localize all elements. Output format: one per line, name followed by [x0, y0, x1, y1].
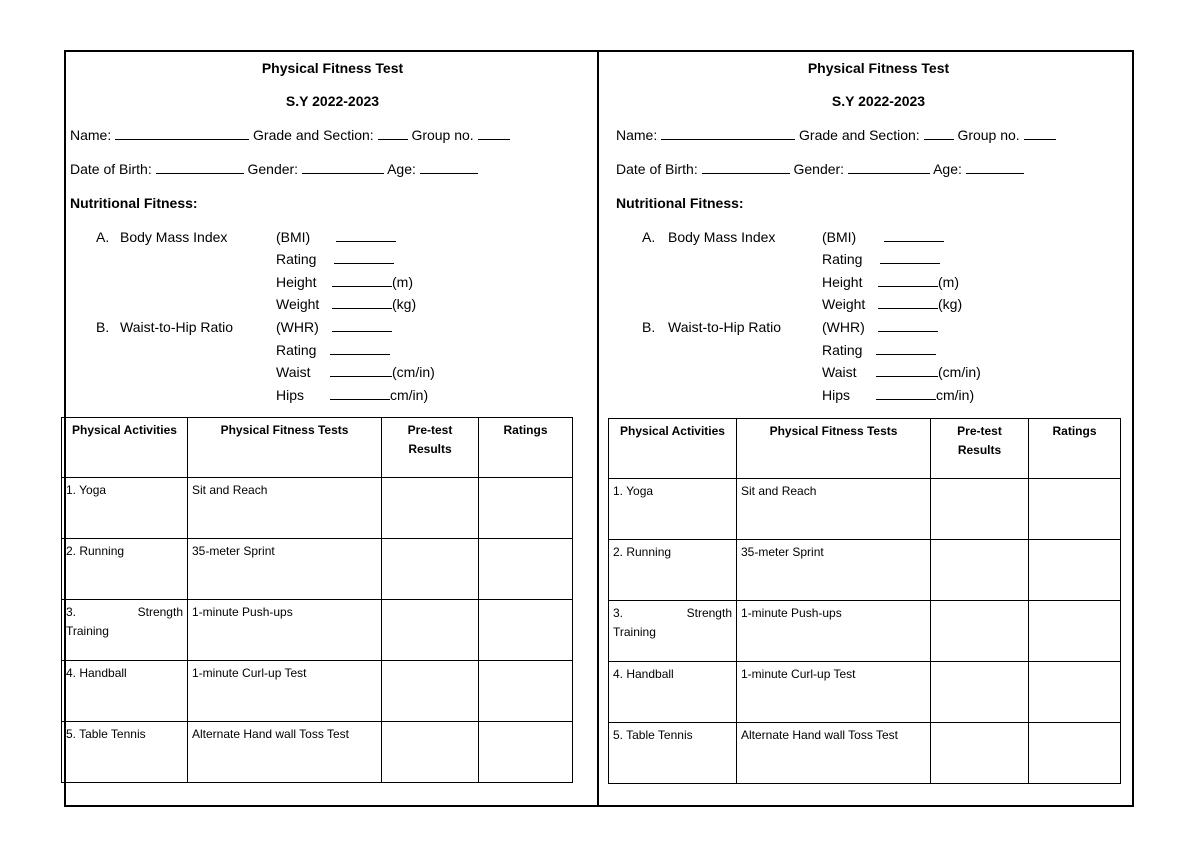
- test-cell: 35-meter Sprint: [188, 539, 382, 600]
- age-field[interactable]: [420, 161, 478, 174]
- bmi-label: Body Mass Index: [120, 229, 228, 245]
- activity-cell: 2. Running: [62, 539, 188, 600]
- test-cell: 1-minute Push-ups: [737, 601, 931, 662]
- col-header-ratings: Ratings: [1029, 419, 1121, 479]
- rating-cell[interactable]: [1029, 723, 1121, 784]
- nutritional-heading: Nutritional Fitness:: [616, 195, 744, 211]
- bmi-letter: A.: [642, 229, 656, 245]
- table-row: [609, 540, 1121, 601]
- whr-rating-label: Rating: [276, 342, 317, 358]
- table-row: [62, 661, 573, 722]
- fitness-table: [608, 418, 1121, 784]
- bmi-rating-label: Rating: [276, 251, 317, 267]
- activity-cell: 2. Running: [609, 540, 737, 601]
- bmi-label: Body Mass Index: [668, 229, 776, 245]
- dob-row: [70, 161, 478, 177]
- grade-section-field[interactable]: [378, 127, 408, 140]
- bmi-abbr: (BMI): [276, 229, 311, 245]
- bmi-rating-label: Rating: [822, 251, 863, 267]
- grade-section-label: Grade and Section:: [799, 127, 920, 143]
- gender-field[interactable]: [848, 161, 930, 174]
- waist-field[interactable]: [876, 364, 938, 377]
- pretest-cell[interactable]: [382, 661, 479, 722]
- hips-label: Hips: [276, 387, 305, 403]
- gender-label: Gender:: [793, 161, 845, 177]
- hips-unit: cm/in): [936, 387, 975, 403]
- activity-word-2: Training: [66, 624, 109, 638]
- activity-word: Strength: [686, 606, 732, 620]
- waist-unit: (cm/in): [938, 364, 981, 380]
- name-row: [70, 127, 510, 143]
- table-row: [609, 601, 1121, 662]
- table-header-row: [62, 418, 573, 478]
- group-field[interactable]: [1024, 127, 1056, 140]
- activity-cell: [609, 601, 737, 662]
- activity-cell: 4. Handball: [62, 661, 188, 722]
- height-label: Height: [822, 274, 863, 290]
- pretest-cell[interactable]: [382, 539, 479, 600]
- bmi-field[interactable]: [336, 229, 396, 242]
- form-copy-left: [66, 50, 599, 807]
- name-label: Name:: [616, 127, 658, 143]
- dob-field[interactable]: [156, 161, 244, 174]
- whr-rating-field[interactable]: [876, 342, 936, 355]
- bmi-rating-field[interactable]: [334, 251, 394, 264]
- name-label: Name:: [70, 127, 112, 143]
- bmi-rating-field[interactable]: [880, 251, 940, 264]
- weight-field[interactable]: [332, 296, 392, 309]
- table-row: [62, 722, 573, 783]
- weight-field[interactable]: [878, 296, 938, 309]
- rating-cell[interactable]: [1029, 662, 1121, 723]
- school-year: S.Y 2022-2023: [831, 93, 926, 109]
- test-cell: Alternate Hand wall Toss Test: [188, 722, 382, 783]
- test-cell: 1-minute Curl-up Test: [737, 662, 931, 723]
- dob-field[interactable]: [702, 161, 790, 174]
- rating-cell[interactable]: [479, 478, 573, 539]
- weight-label: Weight: [276, 296, 320, 312]
- rating-cell[interactable]: [479, 722, 573, 783]
- col-header-activities: Physical Activities: [609, 419, 737, 479]
- pretest-cell[interactable]: [382, 600, 479, 661]
- pretest-cell[interactable]: [931, 723, 1029, 784]
- dob-label: Date of Birth:: [70, 161, 152, 177]
- hips-field[interactable]: [876, 387, 936, 400]
- gender-label: Gender:: [247, 161, 299, 177]
- whr-rating-field[interactable]: [330, 342, 390, 355]
- height-field[interactable]: [332, 274, 392, 287]
- whr-letter: B.: [642, 319, 656, 335]
- weight-unit: (kg): [938, 296, 963, 312]
- group-label: Group no.: [411, 127, 474, 143]
- pretest-cell[interactable]: [931, 601, 1029, 662]
- rating-cell[interactable]: [479, 600, 573, 661]
- activity-cell: 5. Table Tennis: [62, 722, 188, 783]
- height-label: Height: [276, 274, 317, 290]
- waist-field[interactable]: [330, 364, 392, 377]
- activity-word-2: Training: [613, 625, 656, 639]
- hips-unit: cm/in): [390, 387, 429, 403]
- rating-cell[interactable]: [1029, 540, 1121, 601]
- age-label: Age:: [933, 161, 962, 177]
- rating-cell[interactable]: [479, 661, 573, 722]
- grade-section-field[interactable]: [924, 127, 954, 140]
- fitness-table: [61, 417, 573, 783]
- waist-unit: (cm/in): [392, 364, 435, 380]
- weight-unit: (kg): [392, 296, 417, 312]
- pretest-cell[interactable]: [931, 479, 1029, 540]
- group-field[interactable]: [478, 127, 510, 140]
- col-header-ratings: Ratings: [479, 418, 573, 478]
- table-row: [609, 479, 1121, 540]
- col-header-tests: Physical Fitness Tests: [188, 418, 382, 478]
- age-field[interactable]: [966, 161, 1024, 174]
- pretest-cell[interactable]: [931, 662, 1029, 723]
- group-label: Group no.: [957, 127, 1020, 143]
- table-row: [609, 723, 1121, 784]
- dob-row: [616, 161, 1024, 177]
- weight-label: Weight: [822, 296, 866, 312]
- form-title: Physical Fitness Test: [261, 60, 404, 76]
- test-cell: Alternate Hand wall Toss Test: [737, 723, 931, 784]
- table-row: [62, 539, 573, 600]
- test-cell: 1-minute Push-ups: [188, 600, 382, 661]
- table-row: [62, 478, 573, 539]
- test-cell: Sit and Reach: [188, 478, 382, 539]
- gender-field[interactable]: [302, 161, 384, 174]
- whr-label: Waist-to-Hip Ratio: [120, 319, 234, 335]
- activity-cell: [62, 600, 188, 661]
- form-copy-right: [612, 50, 1145, 807]
- table-header-row: [609, 419, 1121, 479]
- activity-number: 3.: [613, 606, 624, 620]
- whr-label: Waist-to-Hip Ratio: [668, 319, 782, 335]
- bmi-letter: A.: [96, 229, 110, 245]
- whr-abbr: (WHR): [822, 319, 865, 335]
- height-field[interactable]: [878, 274, 938, 287]
- whr-letter: B.: [96, 319, 110, 335]
- table-row: [609, 662, 1121, 723]
- pretest-cell[interactable]: [931, 540, 1029, 601]
- activity-number: 3.: [66, 605, 77, 619]
- height-unit: (m): [938, 274, 959, 290]
- test-cell: 35-meter Sprint: [737, 540, 931, 601]
- test-cell: Sit and Reach: [737, 479, 931, 540]
- activity-cell: 4. Handball: [609, 662, 737, 723]
- pretest-cell[interactable]: [382, 478, 479, 539]
- activity-cell: 1. Yoga: [62, 478, 188, 539]
- form-title: Physical Fitness Test: [807, 60, 950, 76]
- school-year: S.Y 2022-2023: [285, 93, 380, 109]
- hips-label: Hips: [822, 387, 851, 403]
- activity-cell: 1. Yoga: [609, 479, 737, 540]
- grade-section-label: Grade and Section:: [253, 127, 374, 143]
- waist-label: Waist: [276, 364, 311, 380]
- pretest-cell[interactable]: [382, 722, 479, 783]
- bmi-field[interactable]: [884, 229, 944, 242]
- age-label: Age:: [387, 161, 416, 177]
- test-cell: 1-minute Curl-up Test: [188, 661, 382, 722]
- rating-cell[interactable]: [1029, 479, 1121, 540]
- whr-field[interactable]: [878, 319, 938, 332]
- whr-rating-label: Rating: [822, 342, 863, 358]
- name-field[interactable]: [115, 127, 249, 140]
- col-header-activities: Physical Activities: [62, 418, 188, 478]
- rating-cell[interactable]: [1029, 601, 1121, 662]
- whr-field[interactable]: [332, 319, 392, 332]
- height-unit: (m): [392, 274, 413, 290]
- bmi-abbr: (BMI): [822, 229, 857, 245]
- dob-label: Date of Birth:: [616, 161, 698, 177]
- rating-cell[interactable]: [479, 539, 573, 600]
- col-header-tests: Physical Fitness Tests: [737, 419, 931, 479]
- col-header-pretest: Pre-test Results: [382, 418, 479, 478]
- hips-field[interactable]: [330, 387, 390, 400]
- activity-cell: 5. Table Tennis: [609, 723, 737, 784]
- name-row: [616, 127, 1056, 143]
- activity-word: Strength: [137, 605, 183, 619]
- table-row: [62, 600, 573, 661]
- nutritional-heading: Nutritional Fitness:: [70, 195, 198, 211]
- whr-abbr: (WHR): [276, 319, 319, 335]
- name-field[interactable]: [661, 127, 795, 140]
- col-header-pretest: Pre-test Results: [931, 419, 1029, 479]
- waist-label: Waist: [822, 364, 857, 380]
